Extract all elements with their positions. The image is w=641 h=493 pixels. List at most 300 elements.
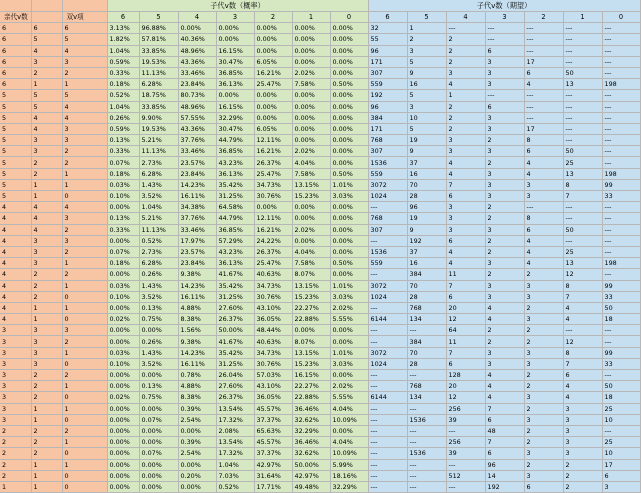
exp-cell: 50 — [563, 67, 602, 78]
prob-cell: 7.58% — [292, 168, 330, 179]
table-row — [0, 358, 640, 369]
prob-cell: 1.01% — [330, 347, 368, 358]
exp-cell: --- — [602, 325, 640, 336]
prob-cell: 0.00% — [178, 23, 216, 34]
table-row — [0, 90, 640, 101]
table-row — [0, 414, 640, 425]
exp-cell: --- — [524, 34, 563, 45]
prob-cell: 2.02% — [330, 381, 368, 392]
exp-cell: 70 — [407, 280, 446, 291]
exp-cell: 6 — [524, 67, 563, 78]
exp-cell: --- — [485, 34, 524, 45]
prob-cell: 23.57% — [178, 246, 216, 257]
parent-cell: 1 — [31, 79, 62, 90]
exp-cell: 99 — [602, 280, 640, 291]
prob-cell: 33.46% — [178, 224, 216, 235]
prob-cell: 0.00% — [178, 425, 216, 436]
prob-cell: 15.23% — [292, 358, 330, 369]
exp-cell: --- — [407, 403, 446, 414]
exp-cell: --- — [563, 235, 602, 246]
prob-cell: 0.33% — [107, 224, 139, 235]
exp-cell: --- — [368, 470, 407, 481]
parent-cell: 4 — [0, 314, 31, 325]
prob-cell: 30.47% — [216, 56, 254, 67]
prob-cell: 1.43% — [139, 280, 178, 291]
exp-cell: --- — [602, 157, 640, 168]
table-row — [0, 280, 640, 291]
parent-cell: 2 — [31, 425, 62, 436]
parent-cell: 2 — [31, 269, 62, 280]
parent-cell: 1 — [31, 403, 62, 414]
exp-cell: 2 — [524, 403, 563, 414]
exp-cell: 2 — [485, 202, 524, 213]
prob-cell: 57.55% — [178, 112, 216, 123]
parent-cell: 2 — [62, 269, 107, 280]
prob-cell: 16.11% — [178, 358, 216, 369]
prob-cell: 0.00% — [107, 269, 139, 280]
table-row — [0, 202, 640, 213]
header-row-top — [0, 0, 640, 12]
exp-cell: 2 — [485, 336, 524, 347]
prob-cell: 34.73% — [254, 347, 292, 358]
prob-cell: 6.28% — [139, 79, 178, 90]
exp-cell: 55 — [368, 34, 407, 45]
exp-cell: 1 — [407, 23, 446, 34]
prob-cell: 4.88% — [178, 302, 216, 313]
parent-cell: 6 — [0, 56, 31, 67]
prob-cell: 0.13% — [107, 213, 139, 224]
exp-cell: --- — [446, 481, 485, 492]
exp-cell: 3 — [485, 258, 524, 269]
prob-cell: 0.00% — [139, 481, 178, 492]
table-row — [0, 101, 640, 112]
prob-cell: 0.00% — [107, 425, 139, 436]
prob-col: 6 — [107, 12, 139, 23]
exp-cell: 10 — [602, 448, 640, 459]
parent-cell: 4 — [31, 45, 62, 56]
prob-cell: 0.00% — [107, 202, 139, 213]
prob-cell: 0.52% — [107, 90, 139, 101]
exp-cell: 3 — [524, 358, 563, 369]
prob-cell: 22.27% — [292, 302, 330, 313]
exp-cell: 16 — [407, 258, 446, 269]
exp-cell: 7 — [563, 191, 602, 202]
prob-cell: 33.85% — [139, 101, 178, 112]
parent-cell: 1 — [0, 481, 31, 492]
prob-cell: 27.60% — [216, 302, 254, 313]
prob-cell: 0.00% — [292, 56, 330, 67]
prob-cell: 1.04% — [107, 45, 139, 56]
prob-cell: 0.75% — [139, 392, 178, 403]
prob-cell: 48.44% — [254, 325, 292, 336]
table-row — [0, 258, 640, 269]
parent-cell: 2 — [0, 448, 31, 459]
prob-cell: 0.52% — [139, 235, 178, 246]
prob-cell: 0.10% — [107, 191, 139, 202]
parent-cell: 3 — [31, 347, 62, 358]
prob-cell: 37.37% — [254, 448, 292, 459]
parent-cell: 0 — [62, 414, 107, 425]
prob-cell: 25.47% — [254, 168, 292, 179]
parent-cell: 3 — [0, 392, 31, 403]
exp-cell: --- — [602, 425, 640, 436]
exp-cell: --- — [563, 56, 602, 67]
exp-cell: 8 — [524, 213, 563, 224]
table-row — [0, 381, 640, 392]
parent-cell: 2 — [31, 67, 62, 78]
exp-cell: 198 — [602, 79, 640, 90]
exp-cell: 2 — [524, 459, 563, 470]
exp-cell: 16 — [407, 168, 446, 179]
exp-cell: --- — [602, 336, 640, 347]
exp-cell: 3 — [524, 414, 563, 425]
parent-cell: 0 — [62, 448, 107, 459]
exp-cell: --- — [368, 202, 407, 213]
exp-cell: 9 — [407, 146, 446, 157]
prob-header: 子代v数（概率） — [107, 0, 368, 12]
exp-cell: 12 — [446, 314, 485, 325]
exp-cell: 6 — [485, 414, 524, 425]
prob-cell: 0.00% — [330, 67, 368, 78]
prob-cell: 4.04% — [292, 246, 330, 257]
prob-cell: 57.29% — [216, 235, 254, 246]
exp-cell: 19 — [407, 213, 446, 224]
exp-cell: --- — [602, 45, 640, 56]
prob-cell: 57.81% — [139, 34, 178, 45]
table-row — [0, 437, 640, 448]
exp-cell: 3 — [485, 179, 524, 190]
exp-cell: --- — [563, 202, 602, 213]
parent-cell: 5 — [0, 157, 31, 168]
prob-cell: 34.73% — [254, 179, 292, 190]
exp-cell: 3 — [524, 191, 563, 202]
parent-cell: 3 — [31, 325, 62, 336]
prob-cell: 0.10% — [107, 291, 139, 302]
prob-cell: 17.71% — [254, 481, 292, 492]
prob-cell: 10.09% — [330, 414, 368, 425]
exp-cell: 39 — [446, 414, 485, 425]
prob-cell: 1.56% — [178, 325, 216, 336]
prob-cell: 0.00% — [107, 336, 139, 347]
parent-cell: 3 — [0, 381, 31, 392]
parent-cell: 2 — [62, 224, 107, 235]
col-parent: 亲代v数 — [0, 12, 31, 23]
prob-cell: 42.97% — [254, 459, 292, 470]
exp-cell: 2 — [446, 101, 485, 112]
exp-cell: 20 — [446, 381, 485, 392]
parent-cell: 5 — [31, 90, 62, 101]
prob-cell: 49.48% — [292, 481, 330, 492]
exp-cell: 4 — [524, 246, 563, 257]
parent-cell: 0 — [62, 291, 107, 302]
table-row — [0, 79, 640, 90]
exp-cell: 384 — [407, 269, 446, 280]
table-row — [0, 448, 640, 459]
parent-cell: 3 — [0, 325, 31, 336]
prob-cell: 0.00% — [330, 23, 368, 34]
parent-cell: 5 — [0, 101, 31, 112]
parent-cell: 4 — [0, 302, 31, 313]
parent-cell: 3 — [0, 336, 31, 347]
exp-cell: 18 — [602, 392, 640, 403]
prob-cell: 0.02% — [107, 392, 139, 403]
exp-cell: 4 — [485, 302, 524, 313]
parent-cell: 1 — [31, 459, 62, 470]
prob-col: 1 — [292, 12, 330, 23]
parent-cell: 4 — [62, 112, 107, 123]
prob-cell: 0.07% — [107, 246, 139, 257]
exp-cell: 307 — [368, 146, 407, 157]
parent-cell: 0 — [62, 392, 107, 403]
table-row — [0, 67, 640, 78]
prob-cell: 17.32% — [216, 448, 254, 459]
exp-cell: 768 — [368, 135, 407, 146]
prob-cell: 2.08% — [216, 425, 254, 436]
prob-cell: 5.55% — [330, 392, 368, 403]
prob-cell: 24.22% — [254, 235, 292, 246]
exp-cell: 7 — [446, 179, 485, 190]
prob-cell: 0.13% — [139, 381, 178, 392]
exp-cell: --- — [368, 269, 407, 280]
prob-cell: 5.55% — [330, 314, 368, 325]
prob-cell: 4.88% — [178, 381, 216, 392]
exp-cell: --- — [368, 448, 407, 459]
exp-cell: 17 — [524, 123, 563, 134]
exp-cell: 12 — [446, 392, 485, 403]
prob-cell: 0.00% — [139, 459, 178, 470]
prob-cell: 18.75% — [139, 90, 178, 101]
exp-cell: 13 — [563, 168, 602, 179]
parent-cell: 4 — [31, 213, 62, 224]
parent-cell: 5 — [0, 112, 31, 123]
prob-cell: 16.21% — [254, 224, 292, 235]
parent-cell: 0 — [62, 191, 107, 202]
prob-cell: 43.23% — [216, 157, 254, 168]
table-row — [0, 459, 640, 470]
exp-cell: 4 — [563, 314, 602, 325]
exp-cell: 4 — [446, 258, 485, 269]
exp-cell: 12 — [563, 336, 602, 347]
prob-cell: 0.50% — [330, 258, 368, 269]
parent-cell: 0 — [62, 470, 107, 481]
prob-cell: 0.00% — [107, 448, 139, 459]
table-row — [0, 157, 640, 168]
parent-cell: 2 — [62, 370, 107, 381]
prob-cell: 33.46% — [178, 146, 216, 157]
prob-cell: 11.13% — [139, 146, 178, 157]
exp-cell: 3 — [524, 470, 563, 481]
prob-cell: 36.13% — [216, 258, 254, 269]
parent-cell: 5 — [0, 179, 31, 190]
prob-cell: 11.13% — [139, 67, 178, 78]
exp-cell: 96 — [368, 101, 407, 112]
exp-cell: --- — [368, 403, 407, 414]
parent-cell: 5 — [62, 34, 107, 45]
prob-cell: 1.01% — [330, 280, 368, 291]
prob-cell: 13.15% — [292, 347, 330, 358]
exp-cell: --- — [368, 437, 407, 448]
exp-cell: 5 — [407, 123, 446, 134]
prob-cell: 0.02% — [107, 314, 139, 325]
parent-cell: 2 — [0, 425, 31, 436]
prob-cell: 25.47% — [254, 258, 292, 269]
parent-cell: 0 — [62, 358, 107, 369]
prob-cell: 3.03% — [330, 358, 368, 369]
exp-cell: 96 — [407, 202, 446, 213]
prob-cell: 0.00% — [330, 370, 368, 381]
exp-cell: 2 — [446, 112, 485, 123]
prob-col: 5 — [139, 12, 178, 23]
exp-cell: 6144 — [368, 392, 407, 403]
prob-cell: 18.16% — [330, 470, 368, 481]
prob-cell: 10.09% — [330, 448, 368, 459]
parent-cell: 0 — [62, 314, 107, 325]
exp-cell: 2 — [446, 123, 485, 134]
exp-cell: 70 — [407, 347, 446, 358]
prob-cell: 36.13% — [216, 79, 254, 90]
exp-cell: 20 — [446, 302, 485, 313]
exp-cell: 1 — [446, 90, 485, 101]
prob-cell: 37.37% — [254, 414, 292, 425]
prob-cell: 36.46% — [292, 403, 330, 414]
exp-cell: --- — [368, 302, 407, 313]
prob-col: 4 — [178, 12, 216, 23]
prob-cell: 0.00% — [292, 325, 330, 336]
exp-cell: --- — [368, 325, 407, 336]
prob-cell: 50.00% — [216, 325, 254, 336]
exp-col: 4 — [446, 12, 485, 23]
prob-cell: 3.03% — [330, 191, 368, 202]
parent-cell: 1 — [31, 191, 62, 202]
exp-cell: 32 — [368, 23, 407, 34]
exp-cell: 8 — [563, 347, 602, 358]
prob-cell: 1.43% — [139, 347, 178, 358]
exp-cell: 3 — [446, 67, 485, 78]
exp-cell: 25 — [563, 246, 602, 257]
exp-cell: 1024 — [368, 358, 407, 369]
exp-cell: 192 — [407, 235, 446, 246]
prob-cell: 2.54% — [178, 414, 216, 425]
exp-cell: 3 — [485, 291, 524, 302]
prob-cell: 2.54% — [178, 448, 216, 459]
prob-cell: 1.82% — [107, 34, 139, 45]
prob-cell: 2.73% — [139, 246, 178, 257]
prob-col: 3 — [216, 12, 254, 23]
prob-cell: 0.03% — [107, 179, 139, 190]
prob-cell: 0.00% — [107, 403, 139, 414]
exp-cell: 16 — [407, 79, 446, 90]
prob-cell: 44.79% — [216, 213, 254, 224]
exp-cell: 5 — [407, 56, 446, 67]
exp-cell: 4 — [446, 246, 485, 257]
exp-cell: 50 — [563, 146, 602, 157]
exp-cell: 17 — [602, 459, 640, 470]
exp-cell: 3 — [485, 79, 524, 90]
prob-cell: 4.04% — [292, 157, 330, 168]
exp-cell: 3 — [524, 448, 563, 459]
parent-cell: 3 — [0, 370, 31, 381]
prob-cell: 9.90% — [139, 112, 178, 123]
exp-cell: 3 — [485, 146, 524, 157]
prob-col: 0 — [330, 12, 368, 23]
exp-cell: 1024 — [368, 291, 407, 302]
prob-cell: 14.23% — [178, 347, 216, 358]
prob-cell: 36.05% — [254, 392, 292, 403]
prob-cell: 26.37% — [216, 314, 254, 325]
exp-cell: 512 — [446, 470, 485, 481]
exp-cell: --- — [446, 459, 485, 470]
exp-cell: 1536 — [407, 414, 446, 425]
prob-cell: 0.00% — [330, 425, 368, 436]
prob-cell: 14.23% — [178, 280, 216, 291]
exp-cell: --- — [563, 112, 602, 123]
exp-cell: 2 — [524, 381, 563, 392]
prob-cell: 0.00% — [254, 23, 292, 34]
prob-cell: 0.00% — [107, 459, 139, 470]
exp-cell: 7 — [485, 403, 524, 414]
prob-cell: 0.33% — [107, 146, 139, 157]
exp-cell: 8 — [563, 280, 602, 291]
parent-cell: 2 — [31, 448, 62, 459]
table-row — [0, 213, 640, 224]
prob-cell: 35.42% — [216, 179, 254, 190]
prob-cell: 0.00% — [330, 146, 368, 157]
exp-cell: --- — [602, 202, 640, 213]
exp-cell: 50 — [602, 302, 640, 313]
prob-cell: 41.67% — [216, 336, 254, 347]
exp-cell: 1536 — [368, 157, 407, 168]
exp-cell: 25 — [563, 157, 602, 168]
prob-cell: 40.36% — [178, 34, 216, 45]
table-row — [0, 112, 640, 123]
prob-cell: 0.13% — [107, 135, 139, 146]
prob-cell: 33.85% — [139, 45, 178, 56]
parent-cell: 6 — [0, 34, 31, 45]
prob-cell: 16.15% — [216, 45, 254, 56]
exp-cell: 3 — [563, 448, 602, 459]
prob-cell: 0.00% — [107, 414, 139, 425]
prob-cell: 0.52% — [216, 481, 254, 492]
prob-cell: 0.00% — [139, 437, 178, 448]
prob-cell: 0.00% — [107, 302, 139, 313]
exp-cell: 99 — [602, 179, 640, 190]
parent-cell: 5 — [0, 191, 31, 202]
prob-cell: 48.96% — [178, 45, 216, 56]
table-row — [0, 235, 640, 246]
prob-cell: 65.63% — [254, 425, 292, 436]
exp-cell: 7 — [485, 437, 524, 448]
prob-cell: 31.64% — [254, 470, 292, 481]
prob-cell: 8.38% — [178, 392, 216, 403]
prob-cell: 0.00% — [254, 34, 292, 45]
prob-cell: 43.10% — [254, 302, 292, 313]
exp-cell: 6144 — [368, 314, 407, 325]
exp-cell: 39 — [446, 448, 485, 459]
exp-cell: --- — [524, 23, 563, 34]
exp-cell: 3 — [563, 437, 602, 448]
prob-cell: 0.00% — [139, 403, 178, 414]
exp-cell: --- — [407, 325, 446, 336]
exp-cell: 4 — [446, 79, 485, 90]
table-row — [0, 314, 640, 325]
prob-cell: 0.00% — [254, 45, 292, 56]
prob-cell: 0.50% — [330, 168, 368, 179]
prob-cell: 3.03% — [330, 291, 368, 302]
prob-cell: 16.21% — [254, 146, 292, 157]
parent-cell: 4 — [31, 123, 62, 134]
exp-cell: 559 — [368, 258, 407, 269]
prob-cell: 57.03% — [254, 370, 292, 381]
